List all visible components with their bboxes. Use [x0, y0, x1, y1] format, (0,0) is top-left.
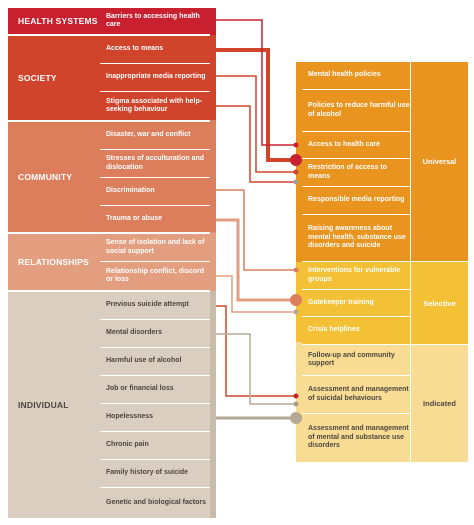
factor-previous-suicide-attempt: Previous suicide attempt — [100, 292, 210, 319]
intervention-crisis-helplines: Crisis helplines — [302, 317, 410, 344]
connector-media — [216, 76, 296, 172]
factor-trauma-abuse: Trauma or abuse — [100, 206, 210, 232]
category-community-label: COMMUNITY — [18, 172, 73, 182]
tier-universal: Universal — [411, 62, 468, 261]
intervention-responsible-media: Responsible media reporting — [302, 187, 410, 214]
connector-node-mental-substance — [290, 412, 302, 424]
connector-node-health-care — [294, 143, 299, 148]
factor-stigma-help-seeking: Stigma associated with help-seeking behaviour — [100, 92, 210, 120]
factor-job-financial-loss: Job or financial loss — [100, 376, 210, 403]
factor-harmful-use-of-alcohol: Harmful use of alcohol — [100, 348, 210, 375]
connector-crisis — [216, 276, 296, 312]
intervention-vulnerable-groups: Interventions for vulnerable groups — [302, 262, 410, 289]
connector-node-gatekeeper — [290, 294, 302, 306]
intervention-access-to-health-care: Access to health care — [302, 132, 410, 158]
connector-node-media — [294, 170, 299, 175]
factor-relationship-conflict: Relationship conflict, discord or loss — [100, 262, 210, 290]
intervention-restriction-of-means: Restriction of access to means — [302, 159, 410, 186]
factor-inappropriate-media-reporting: Inappropriate media reporting — [100, 64, 210, 91]
connector-community — [216, 190, 296, 270]
factor-genetic-biological: Genetic and biological factors — [100, 488, 210, 518]
factor-chronic-pain: Chronic pain — [100, 432, 210, 459]
intervention-assessment-mental-substance: Assessment and management of mental and substance use disorders — [302, 414, 410, 462]
category-health-systems-label: HEALTH SYSTEMS — [18, 16, 98, 26]
connector-node-crisis — [294, 310, 299, 315]
connector-node-means — [290, 154, 302, 166]
tier-indicated: Indicated — [411, 345, 468, 462]
factor-family-history-suicide: Family history of suicide — [100, 460, 210, 487]
connector-node-community — [294, 268, 299, 273]
category-individual-label: INDIVIDUAL — [18, 400, 69, 410]
category-relationships-label: RELATIONSHIPS — [18, 257, 89, 267]
intervention-raising-awareness: Raising awareness about mental health, substance use disorders and suicide — [302, 215, 410, 261]
category-society-label: SOCIETY — [18, 73, 57, 83]
factor-mental-disorders: Mental disorders — [100, 320, 210, 347]
connector-suicidal — [216, 334, 296, 404]
connector-follow-up — [216, 306, 296, 396]
intervention-alcohol-policies: Policies to reduce harmful use of alcohol — [302, 90, 410, 131]
factor-disaster-war-conflict: Disaster, war and conflict — [100, 122, 210, 149]
intervention-mental-health-policies: Mental health policies — [302, 62, 410, 89]
connector-relationships — [216, 220, 296, 300]
connector-node-follow-up — [294, 394, 299, 399]
connector-node-stigma — [294, 180, 299, 185]
intervention-assessment-suicidal-behaviours: Assessment and management of suicidal behaviours — [302, 376, 410, 413]
factor-barriers-to-health-care: Barriers to accessing health care — [100, 8, 210, 34]
intervention-follow-up-support: Follow-up and community support — [302, 345, 410, 375]
factor-acculturation-dislocation: Stresses of acculturation and dislocation — [100, 150, 210, 177]
tier-selective: Selective — [411, 262, 468, 344]
factor-discrimination: Discrimination — [100, 178, 210, 205]
factor-access-to-means: Access to means — [100, 36, 210, 63]
intervention-gatekeeper-training: Gatekeeper training — [302, 290, 410, 316]
factor-isolation-social-support: Sense of isolation and lack of social support — [100, 234, 210, 261]
factor-hopelessness: Hopelessness — [100, 404, 210, 431]
connector-node-suicidal — [294, 402, 299, 407]
